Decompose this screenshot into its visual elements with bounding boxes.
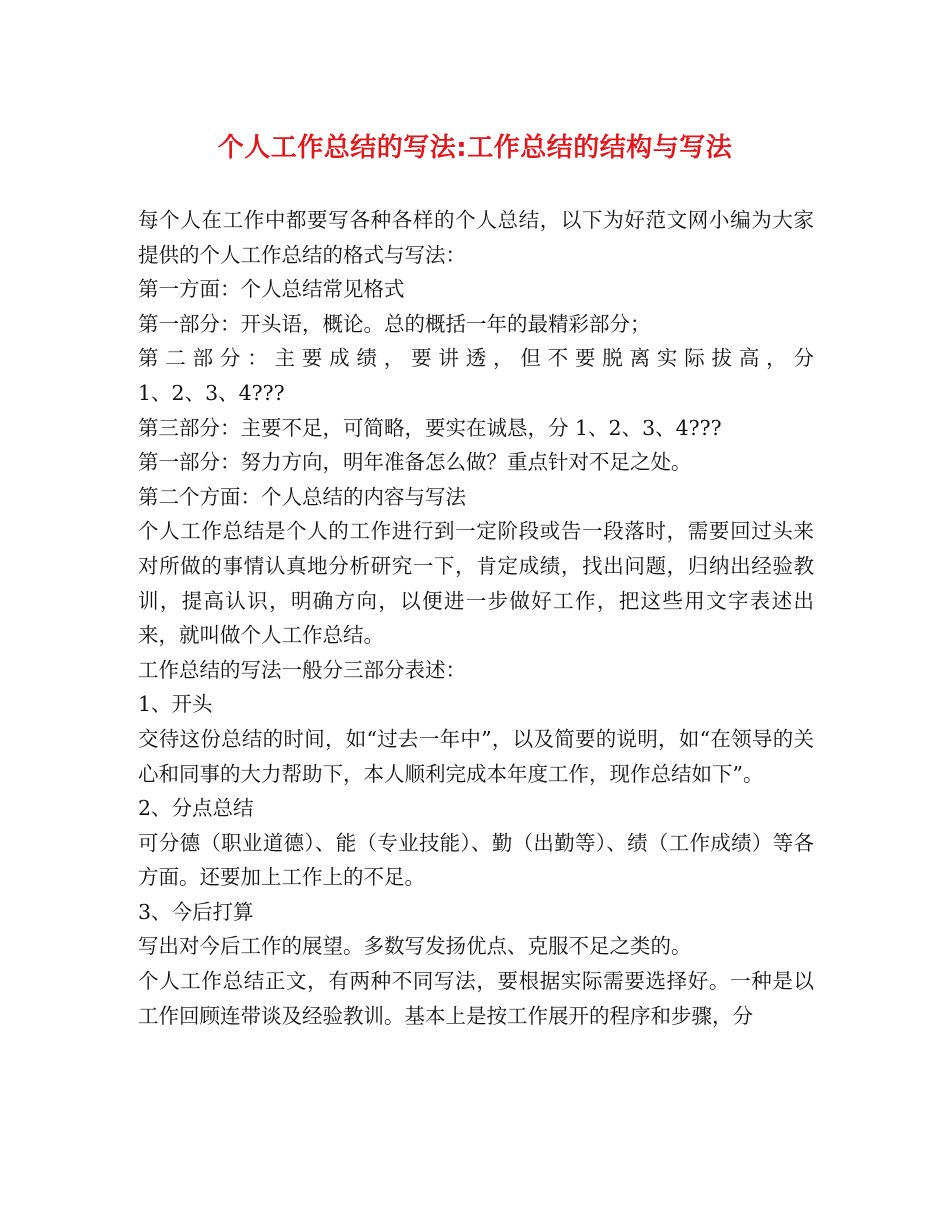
paragraph-part-2: 第二部分：主要成绩，要讲透，但不要脱离实际拔高，分 xyxy=(138,346,814,371)
paragraph-section-1-heading: 第一方面：个人总结常见格式 xyxy=(138,277,405,302)
paragraph-opening-heading: 1、开头 xyxy=(138,692,213,717)
paragraph-plans-heading: 3、今后打算 xyxy=(138,899,254,924)
paragraph-opening-body: 交待这份总结的时间，如“过去一年中”，以及简要的说明，如“在领导的关心和同事的大力帮助下，本人顺利完成本年度工作，现作总结如下”。 xyxy=(138,726,814,786)
paragraph-part-2-continued: 1、2、3、4??? xyxy=(138,380,285,405)
paragraph-points-body: 可分德（职业道德）、能（专业技能）、勤（出勤等）、绩（工作成绩）等各方面。还要加上工作上的不足。 xyxy=(138,830,814,890)
paragraph-points-heading: 2、分点总结 xyxy=(138,796,254,821)
paragraph-intro: 每个人在工作中都要写各种各样的个人总结，以下为好范文网小编为大家提供的个人工作总结的格式与写法： xyxy=(138,208,814,267)
document-title: 个人工作总结的写法:工作总结的结构与写法 xyxy=(217,133,733,163)
paragraph-plans-body: 写出对今后工作的展望。多数写发扬优点、克服不足之类的。 xyxy=(138,934,692,959)
document-body xyxy=(138,203,814,1033)
paragraph-section-2-heading: 第二个方面：个人总结的内容与写法 xyxy=(138,484,466,509)
paragraph-definition: 个人工作总结是个人的工作进行到一定阶段或告一段落时，需要回过头来对所做的事情认真地分析研究一下，肯定成绩，找出问题，归纳出经验教训，提高认识，明确方向，以便进一步做好工作，把这些用文字表述出来，就叫做个人工作总结。 xyxy=(138,519,814,648)
paragraph-part-4: 第一部分：努力方向，明年准备怎么做？重点针对不足之处。 xyxy=(138,450,692,475)
paragraph-part-3: 第三部分：主要不足，可简略，要实在诚恳，分 1、2、3、4??? xyxy=(138,415,722,440)
paragraph-structure-intro: 工作总结的写法一般分三部分表述： xyxy=(138,657,466,682)
paragraph-main-text: 个人工作总结正文，有两种不同写法，要根据实际需要选择好。一种是以工作回顾连带谈及经验教训。基本上是按工作展开的程序和步骤，分 xyxy=(138,969,814,1028)
paragraph-part-1: 第一部分：开头语，概论。总的概括一年的最精彩部分； xyxy=(138,311,651,336)
